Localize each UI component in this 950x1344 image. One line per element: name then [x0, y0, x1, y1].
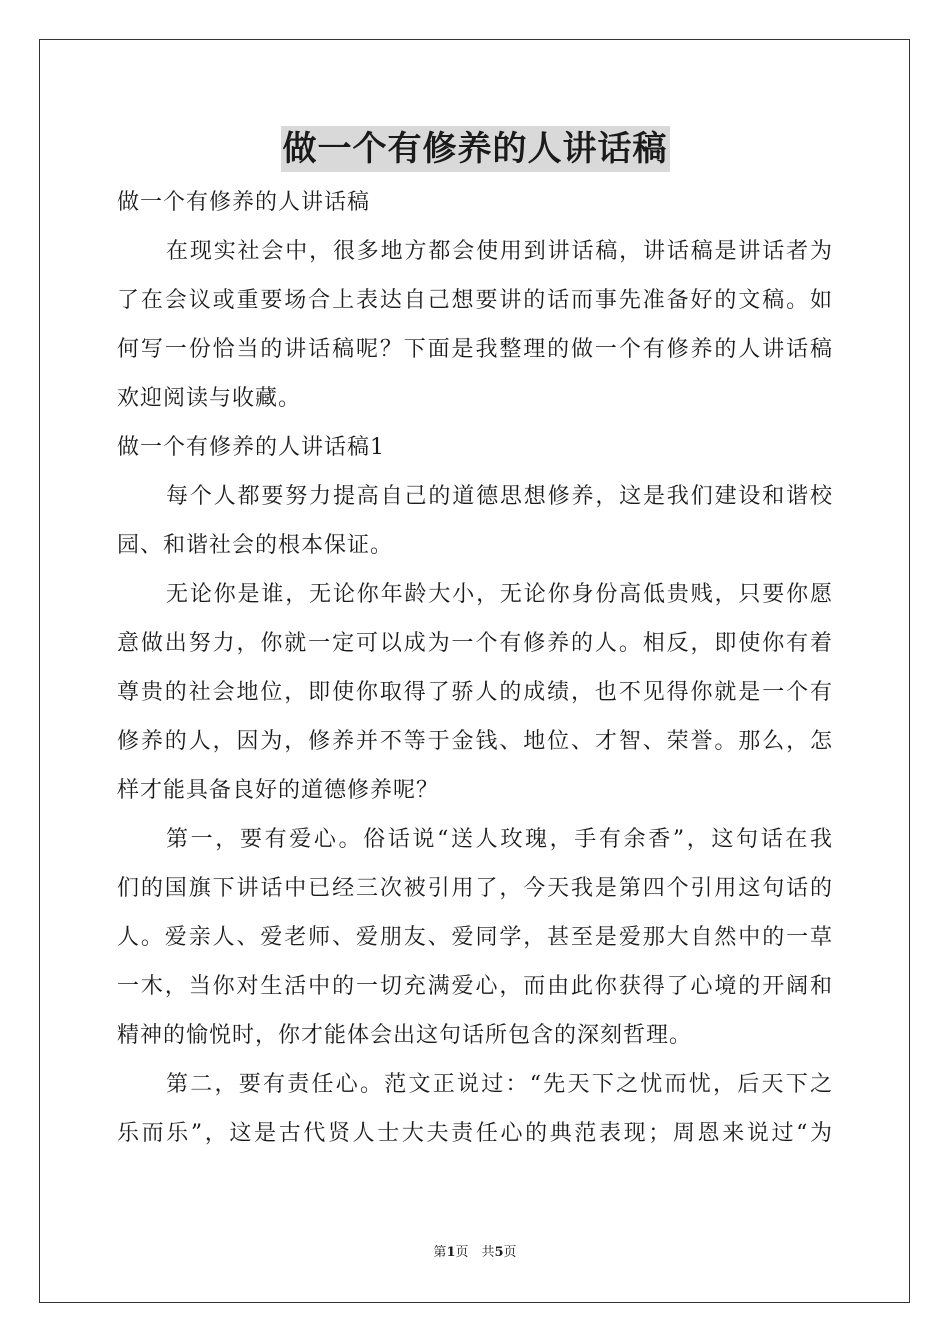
paragraph-line: 意做出努力，你就一定可以成为一个有修养的人。相反，即使你有着	[117, 631, 833, 656]
paragraph-line: 样才能具备良好的道德修养呢？	[117, 778, 440, 803]
paragraph-line: 了在会议或重要场合上表达自己想要讲的话而事先准备好的文稿。如	[117, 288, 833, 313]
footer-page-mid: 页 共	[455, 1245, 495, 1260]
paragraph-line: 园、和谐社会的根本保证。	[117, 533, 394, 558]
paragraph-line: 无论你是谁，无论你年龄大小，无论你身份高低贵贱，只要你愿	[166, 582, 833, 607]
footer-page-total: 5	[494, 1245, 504, 1260]
footer-page-suffix: 页	[503, 1245, 517, 1260]
subtitle-line: 做一个有修养的人讲话稿	[117, 190, 371, 215]
paragraph-line: 们的国旗下讲话中已经三次被引用了，今天我是第四个引用这句话的	[117, 876, 833, 901]
paragraph-line: 精神的愉悦时，你才能体会出这句话所包含的深刻哲理。	[117, 1023, 693, 1048]
footer-page-prefix: 第	[433, 1245, 447, 1260]
paragraph-line: 人。爱亲人、爱老师、爱朋友、爱同学，甚至是爱那大自然中的一草	[117, 925, 833, 950]
footer-page-current: 1	[446, 1245, 456, 1260]
paragraph-line: 每个人都要努力提高自己的道德思想修养，这是我们建设和谐校	[166, 484, 833, 509]
paragraph-line: 第一，要有爱心。俗话说“送人玫瑰，手有余香”，这句话在我	[166, 827, 833, 852]
paragraph-line: 在现实社会中，很多地方都会使用到讲话稿，讲话稿是讲话者为	[166, 239, 833, 264]
document-title: 做一个有修养的人讲话稿	[281, 126, 670, 172]
title-wrap	[0, 126, 950, 172]
paragraph-line: 何写一份恰当的讲话稿呢？下面是我整理的做一个有修养的人讲话稿	[117, 337, 833, 362]
paragraph-line: 欢迎阅读与收藏。	[117, 386, 302, 411]
paragraph-line: 修养的人，因为，修养并不等于金钱、地位、才智、荣誉。那么，怎	[117, 729, 833, 754]
section-heading: 做一个有修养的人讲话稿1	[117, 435, 385, 460]
paragraph-line: 第二，要有责任心。范文正说过：“先天下之忧而忧，后天下之	[166, 1072, 833, 1097]
paragraph-line: 乐而乐”，这是古代贤人士大夫责任心的典范表现；周恩来说过“为	[117, 1121, 833, 1146]
paragraph-line: 尊贵的社会地位，即使你取得了骄人的成绩，也不见得你就是一个有	[117, 680, 833, 705]
page-footer	[0, 1244, 950, 1262]
paragraph-line: 一木，当你对生活中的一切充满爱心，而由此你获得了心境的开阔和	[117, 974, 833, 999]
document-body	[117, 178, 833, 1158]
